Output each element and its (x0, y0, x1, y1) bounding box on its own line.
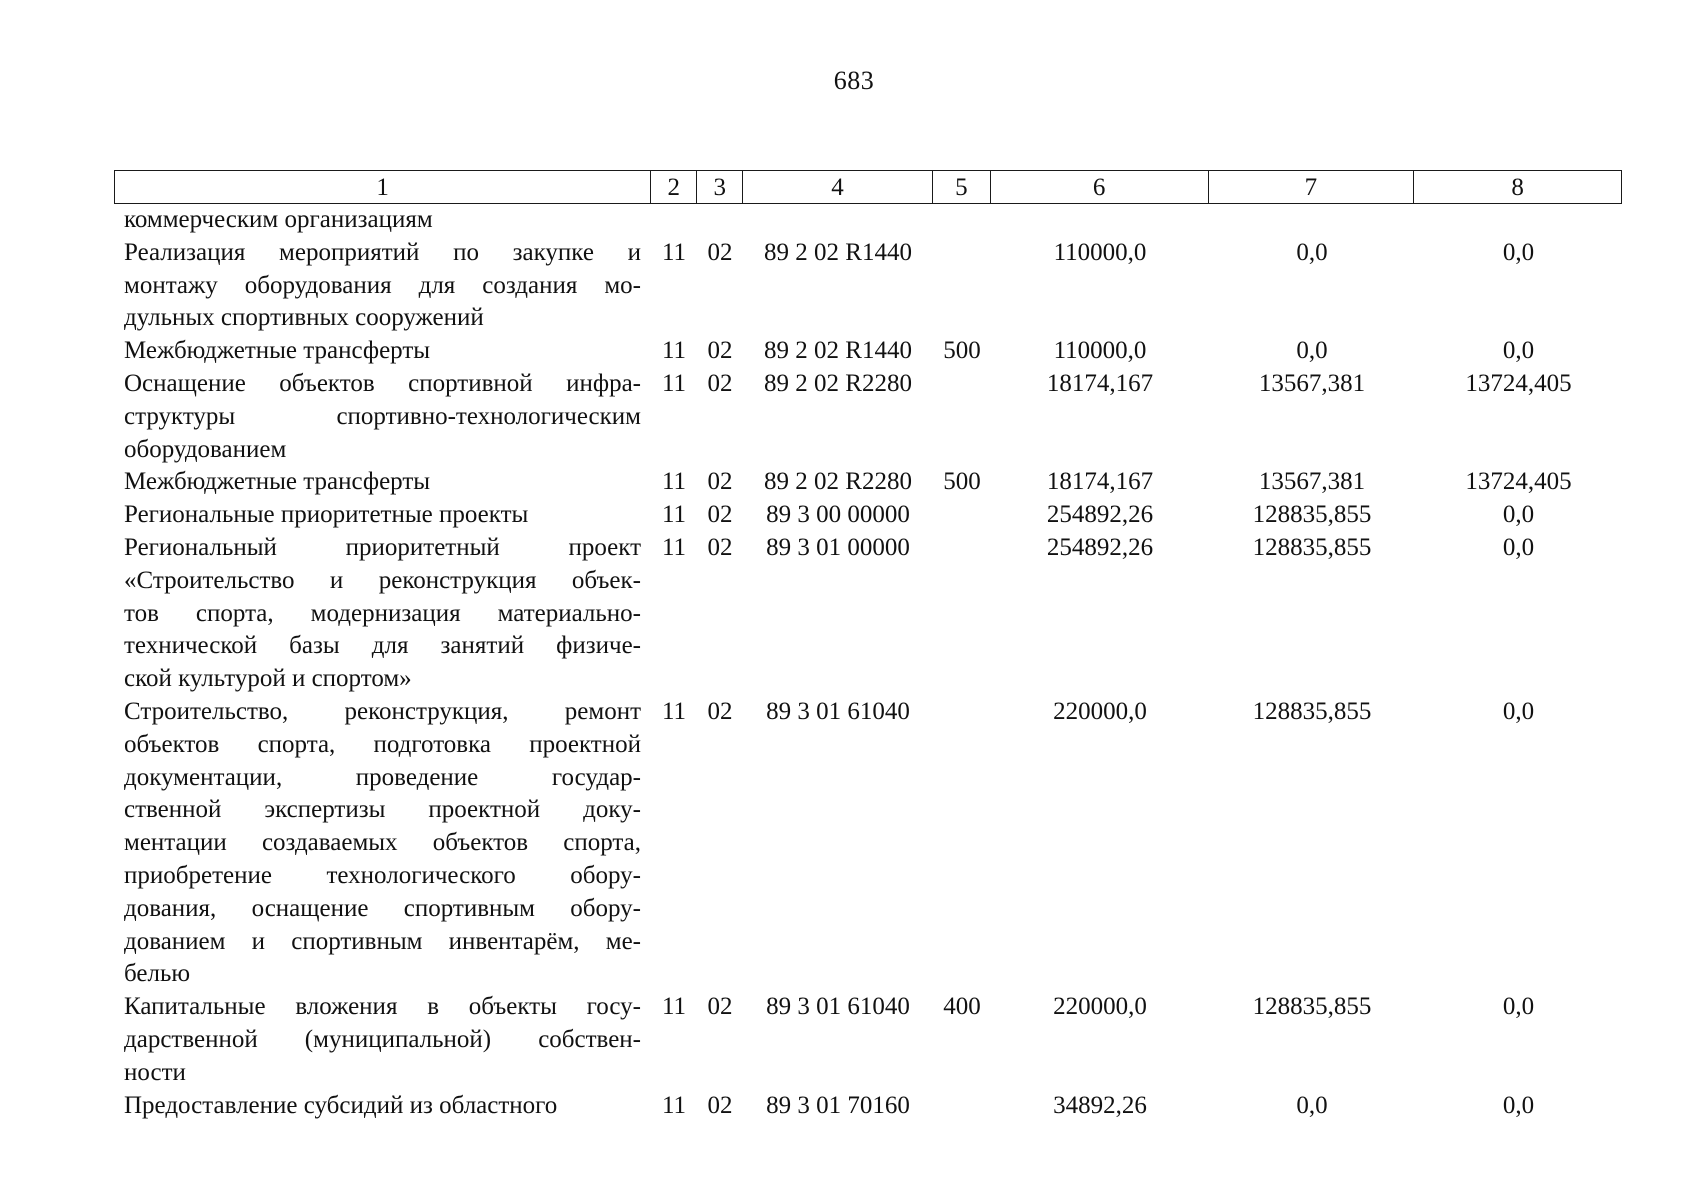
row-name (114, 237, 651, 335)
header-col-6: 6 (991, 171, 1209, 203)
cell-col-8: 0,0 (1502, 501, 1535, 529)
cell-col-4: 89 3 00 00000 (766, 501, 910, 529)
cell-col-6: 254892,26 (1046, 533, 1154, 561)
cell-col-2: 11 (661, 501, 687, 529)
table-row (114, 368, 1622, 466)
cell-col-5 (933, 368, 991, 466)
cell-col-4: 89 3 01 61040 (766, 697, 910, 725)
cell-col-6: 220000,0 (1053, 697, 1147, 725)
cell-col-7: 0,0 (1296, 238, 1328, 266)
header-col-2: 2 (651, 171, 697, 203)
cell-col-2: 11 (661, 1091, 687, 1119)
cell-col-7 (1209, 204, 1415, 237)
cell-col-3: 02 (707, 468, 733, 496)
cell-col-8: 13724,405 (1465, 369, 1572, 397)
cell-col-6: 254892,26 (1046, 501, 1154, 529)
cell-col-7: 13567,381 (1258, 369, 1366, 397)
cell-col-4: 89 2 02 R1440 (764, 238, 912, 266)
row-name-line: Межбюджетные трансферты (124, 468, 431, 496)
cell-col-7: 13567,381 (1258, 468, 1366, 496)
cell-col-6: 110000,0 (1053, 238, 1147, 266)
row-name-line: дованием и спортивным инвентарём, ме- (124, 927, 641, 955)
cell-col-8 (1415, 204, 1622, 237)
row-name (114, 532, 651, 696)
row-name-line: «Строительство и реконструкция объек- (124, 566, 641, 594)
cell-col-6: 18174,167 (1046, 369, 1154, 397)
row-name-line: Капитальные вложения в объекты госу- (124, 993, 641, 1021)
row-name-line: оборудованием (124, 435, 287, 463)
row-name (114, 991, 651, 1089)
table-row (114, 335, 1622, 368)
cell-col-6: 34892,26 (1053, 1091, 1147, 1119)
table-body (114, 204, 1622, 1122)
cell-col-3 (697, 204, 743, 237)
cell-col-8: 13724,405 (1465, 468, 1572, 496)
table-row (114, 532, 1622, 696)
row-name-line: Предоставление субсидий из областного (124, 1091, 558, 1119)
cell-col-3: 02 (707, 501, 733, 529)
cell-col-2: 11 (661, 238, 687, 266)
table-header (114, 170, 1622, 204)
cell-col-6: 18174,167 (1046, 468, 1154, 496)
cell-col-6 (991, 204, 1209, 237)
row-name-line: Региональные приоритетные проекты (124, 501, 529, 529)
row-name-line: ности (124, 1058, 186, 1086)
header-col-3: 3 (697, 171, 743, 203)
cell-col-2: 11 (661, 337, 687, 365)
cell-col-5 (933, 499, 991, 532)
cell-col-4: 89 2 02 R2280 (764, 369, 912, 397)
cell-col-4: 89 3 01 00000 (766, 533, 910, 561)
cell-col-8: 0,0 (1502, 697, 1535, 725)
cell-col-3: 02 (707, 337, 733, 365)
row-name (114, 335, 651, 368)
row-name (114, 499, 651, 532)
cell-col-3: 02 (707, 697, 733, 725)
cell-col-7: 128835,855 (1252, 697, 1372, 725)
header-col-7: 7 (1209, 171, 1415, 203)
row-name (114, 466, 651, 499)
row-name-line: технической базы для занятий физиче- (124, 632, 641, 660)
cell-col-7: 128835,855 (1252, 533, 1372, 561)
row-name-line: Межбюджетные трансферты (124, 337, 431, 365)
cell-col-7: 0,0 (1296, 337, 1328, 365)
row-name-line: коммерческим организациям (124, 206, 433, 233)
cell-col-7: 128835,855 (1252, 993, 1372, 1021)
row-name-line: дарственной (муниципальной) собствен- (124, 1025, 641, 1053)
header-col-8: 8 (1511, 174, 1524, 201)
cell-col-6: 220000,0 (1053, 993, 1147, 1021)
row-name-line: монтажу оборудования для создания мо- (124, 271, 641, 299)
page-number: 683 (833, 66, 875, 95)
row-name-line: Строительство, реконструкция, ремонт (124, 697, 641, 725)
cell-col-7: 128835,855 (1252, 501, 1372, 529)
table-row (114, 696, 1622, 991)
table-row (114, 499, 1622, 532)
row-name-line: документации, проведение государ- (124, 763, 641, 791)
cell-col-8: 0,0 (1502, 533, 1535, 561)
row-name-line: ственной экспертизы проектной доку- (124, 796, 641, 824)
cell-col-3: 02 (707, 369, 733, 397)
cell-col-4: 89 3 01 70160 (766, 1091, 910, 1119)
cell-col-5 (933, 204, 991, 237)
row-name (114, 204, 651, 237)
row-name-line: Региональный приоритетный проект (124, 533, 641, 561)
header-col-1: 1 (115, 171, 651, 203)
header-col-4: 4 (743, 171, 933, 203)
header-col-5: 5 (933, 171, 991, 203)
row-name (114, 368, 651, 466)
cell-col-8: 0,0 (1502, 1091, 1535, 1119)
cell-col-3: 02 (707, 993, 733, 1021)
cell-col-5: 500 (943, 337, 981, 365)
cell-col-3: 02 (707, 238, 733, 266)
row-name-line: приобретение технологического обору- (124, 861, 641, 889)
cell-col-3: 02 (707, 533, 733, 561)
table-row (114, 204, 1622, 237)
row-name-line: тов спорта, модернизация материально- (124, 599, 641, 627)
cell-col-5 (933, 532, 991, 696)
cell-col-4: 89 2 02 R2280 (764, 468, 912, 496)
cell-col-8: 0,0 (1502, 337, 1535, 365)
row-name-line: Оснащение объектов спортивной инфра- (124, 369, 641, 397)
row-name-line: белью (124, 960, 191, 988)
row-name (114, 1090, 651, 1123)
cell-col-8: 0,0 (1502, 993, 1535, 1021)
cell-col-2: 11 (661, 369, 687, 397)
cell-col-2: 11 (661, 468, 687, 496)
table-row (114, 991, 1622, 1089)
cell-col-5: 400 (943, 993, 981, 1021)
cell-col-2 (651, 204, 697, 237)
row-name-line: ментации создаваемых объектов спорта, (124, 829, 641, 857)
cell-col-4 (743, 204, 933, 237)
table-row (114, 237, 1622, 335)
row-name-line: дования, оснащение спортивным обору- (124, 894, 641, 922)
table-row (114, 1090, 1622, 1123)
cell-col-4: 89 2 02 R1440 (764, 337, 912, 365)
cell-col-5 (933, 237, 991, 335)
row-name-line: структуры спортивно-технологическим (124, 402, 641, 430)
cell-col-3: 02 (707, 1091, 733, 1119)
row-name-line: дульных спортивных сооружений (124, 304, 484, 332)
cell-col-5: 500 (943, 468, 981, 496)
cell-col-2: 11 (661, 533, 687, 561)
cell-col-5 (933, 1090, 991, 1123)
cell-col-8: 0,0 (1502, 238, 1535, 266)
row-name-line: ской культурой и спортом» (124, 665, 412, 693)
cell-col-5 (933, 696, 991, 991)
cell-col-7: 0,0 (1296, 1091, 1328, 1119)
row-name (114, 696, 651, 991)
cell-col-2: 11 (661, 993, 687, 1021)
cell-col-6: 110000,0 (1053, 337, 1147, 365)
row-name-line: Реализация мероприятий по закупке и (124, 238, 641, 266)
row-name-line: объектов спорта, подготовка проектной (124, 730, 641, 758)
cell-col-4: 89 3 01 61040 (766, 993, 910, 1021)
table-row (114, 466, 1622, 499)
cell-col-2: 11 (661, 697, 687, 725)
